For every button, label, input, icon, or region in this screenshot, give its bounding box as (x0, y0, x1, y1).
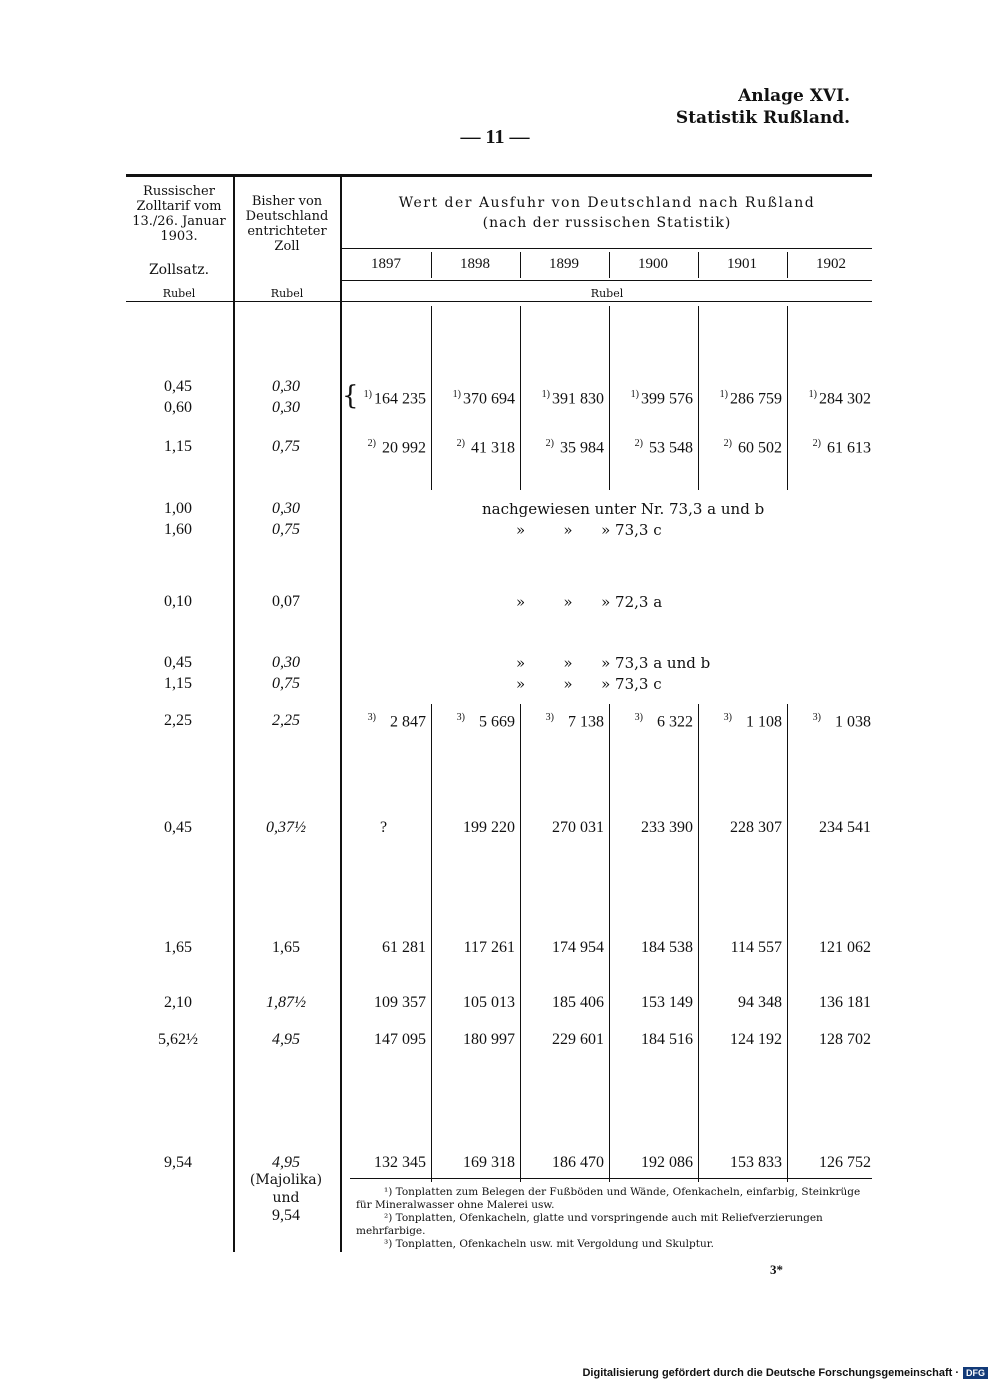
paid-value: 0,07 (272, 593, 300, 610)
tariff-value: 2,10 (164, 994, 192, 1011)
reference-text: » » » 73,3 a und b (516, 654, 711, 672)
value-cell: $^{1)}$ 370 694 (452, 389, 515, 408)
reference-text: nachgewiesen unter Nr. 73,3 a und b (482, 500, 765, 518)
paid-note: (Majolika) (249, 1172, 323, 1188)
header-bottom-rule (126, 301, 872, 302)
export-subtitle: (nach der russischen Statistik) (482, 215, 732, 231)
year-1897: 1897 (371, 256, 401, 272)
value-cell: 117 261 (463, 939, 515, 956)
reference-text: » » » 73,3 c (516, 521, 662, 539)
value-cell: 132 345 (374, 1154, 426, 1171)
value-cell: $^{1)}$ 399 576 (630, 389, 693, 408)
value-cell: 234 541 (819, 819, 871, 836)
paid-value: 0,30 (272, 378, 300, 395)
tariff-value: 0,45 (164, 819, 192, 836)
year-bottom-rule (342, 280, 872, 281)
value-cell: 228 307 (730, 819, 782, 836)
paid-column-title: Bisher von Deutschland entrichteter Zoll (245, 194, 329, 254)
value-cell: ? (380, 819, 388, 836)
paid-value: 0,30 (272, 399, 300, 416)
export-unit: Rubel (590, 287, 624, 300)
tariff-value: 1,15 (164, 438, 192, 455)
paid-value: 4,95 (272, 1154, 300, 1171)
value-cell: $^{2)}$ 20 992 (367, 438, 426, 457)
value-cell: 136 181 (819, 994, 871, 1011)
tariff-value: 5,62½ (158, 1031, 198, 1048)
paid-value: 0,30 (272, 654, 300, 671)
value-cell: 61 281 (382, 939, 426, 956)
paid-value: 0,75 (272, 675, 300, 692)
value-cell: 126 752 (819, 1154, 871, 1171)
reference-text: » » » 73,3 c (516, 675, 662, 693)
value-cell: 124 192 (730, 1031, 782, 1048)
footnote-1: ¹) Tonplatten zum Belegen der Fußböden und Wände, Ofenkacheln, einfarbig, Steinkrüge für Mineralwasser ohne Malerei usw. (356, 1186, 861, 1211)
tariff-value: 0,45 (164, 378, 192, 395)
value-cell: 174 954 (552, 939, 604, 956)
tariff-value: 2,25 (164, 712, 192, 729)
value-cell: 147 095 (374, 1031, 426, 1048)
year-1899: 1899 (549, 256, 579, 272)
signature-mark: 3* (770, 1262, 783, 1277)
page-number: — 11 — (460, 126, 530, 148)
value-cell: 128 702 (819, 1031, 871, 1048)
tariff-value: 9,54 (164, 1154, 192, 1171)
value-cell: $^{2)}$ 53 548 (634, 438, 693, 457)
value-cell: $^{3)}$ 7 138 (545, 712, 604, 731)
tariff-unit: Rubel (162, 287, 196, 300)
value-cell: $^{2)}$ 60 502 (723, 438, 782, 457)
value-cell: 270 031 (552, 819, 604, 836)
value-cell: $^{3)}$ 6 322 (634, 712, 693, 731)
paid-note: und (272, 1190, 300, 1206)
tariff-column-title: Russischer Zolltarif vom 13./26. Januar 1903. (132, 184, 226, 244)
paid-value: 0,30 (272, 500, 300, 517)
value-cell: 153 149 (641, 994, 693, 1011)
footnotes (356, 1186, 872, 1251)
tariff-value: 1,60 (164, 521, 192, 538)
value-cell: $^{3)}$ 2 847 (367, 712, 426, 731)
reference-text: » » » 72,3 a (516, 593, 663, 611)
value-cell: $^{2)}$ 61 613 (812, 438, 871, 457)
footnote-2: ²) Tonplatten, Ofenkacheln, glatte und vorspringende auch mit Reliefverzierungen mehrfarbige. (356, 1212, 823, 1237)
value-cell: 184 538 (641, 939, 693, 956)
footnote-rule (350, 1178, 872, 1179)
paid-value: 0,75 (272, 438, 300, 455)
value-cell: 184 516 (641, 1031, 693, 1048)
digitization-footer (582, 1367, 988, 1379)
annex-label: Anlage XVI. (738, 86, 850, 106)
paid-note: 9,54 (272, 1207, 300, 1224)
statistics-label: Statistik Rußland. (675, 108, 850, 128)
year-1898: 1898 (460, 256, 490, 272)
value-cell: $^{3)}$ 1 108 (723, 712, 782, 731)
footnote-3: ³) Tonplatten, Ofenkacheln usw. mit Vergoldung und Skulptur. (384, 1238, 714, 1250)
paid-value: 0,37½ (266, 819, 306, 836)
value-cell: 199 220 (463, 819, 515, 836)
value-cell: 233 390 (641, 819, 693, 836)
year-1901: 1901 (727, 256, 757, 272)
value-cell: $^{1)}$ 284 302 (808, 389, 871, 408)
value-cell: $^{1)}$ 286 759 (719, 389, 782, 408)
value-cell: $^{2)}$ 35 984 (545, 438, 604, 457)
table-top-rule (126, 174, 872, 177)
tariff-column-subtitle: Zollsatz. (148, 262, 210, 278)
paid-value: 2,25 (272, 712, 300, 729)
export-title: Wert der Ausfuhr von Deutschland nach Rußland (398, 195, 816, 211)
value-cell: 94 348 (738, 994, 782, 1011)
value-cell: 114 557 (730, 939, 782, 956)
paid-value: 0,75 (272, 521, 300, 538)
value-cell: 109 357 (374, 994, 426, 1011)
value-cell: $^{1)}$ 391 830 (541, 389, 604, 408)
value-cell: 186 470 (552, 1154, 604, 1171)
year-1902: 1902 (816, 256, 846, 272)
dfg-logo: DFG (963, 1367, 988, 1379)
value-cell: 180 997 (463, 1031, 515, 1048)
value-cell: 121 062 (819, 939, 871, 956)
value-cell: 153 833 (730, 1154, 782, 1171)
value-cell: 105 013 (463, 994, 515, 1011)
value-cell: 229 601 (552, 1031, 604, 1048)
year-header-rule (342, 248, 872, 249)
tariff-value: 0,10 (164, 593, 192, 610)
paid-unit: Rubel (270, 287, 304, 300)
value-cell: 169 318 (463, 1154, 515, 1171)
value-cell: $^{3)}$ 5 669 (456, 712, 515, 731)
footer-text: Digitalisierung gefördert durch die Deutsche Forschungsgemeinschaft · (582, 1367, 959, 1379)
value-cell: $^{3)}$ 1 038 (812, 712, 871, 731)
value-cell: $^{1)}$ 164 235 (363, 389, 426, 408)
paid-value: 1,65 (272, 939, 300, 956)
brace: { (342, 381, 359, 411)
value-cell: $^{2)}$ 41 318 (456, 438, 515, 457)
value-cell: 192 086 (641, 1154, 693, 1171)
tariff-value: 0,60 (164, 399, 192, 416)
tariff-value: 1,15 (164, 675, 192, 692)
tariff-value: 0,45 (164, 654, 192, 671)
tariff-value: 1,00 (164, 500, 192, 517)
paid-value: 4,95 (272, 1031, 300, 1048)
year-1900: 1900 (638, 256, 668, 272)
tariff-value: 1,65 (164, 939, 192, 956)
col-divider-1 (233, 177, 235, 1252)
value-cell: 185 406 (552, 994, 604, 1011)
paid-value: 1,87½ (266, 994, 306, 1011)
